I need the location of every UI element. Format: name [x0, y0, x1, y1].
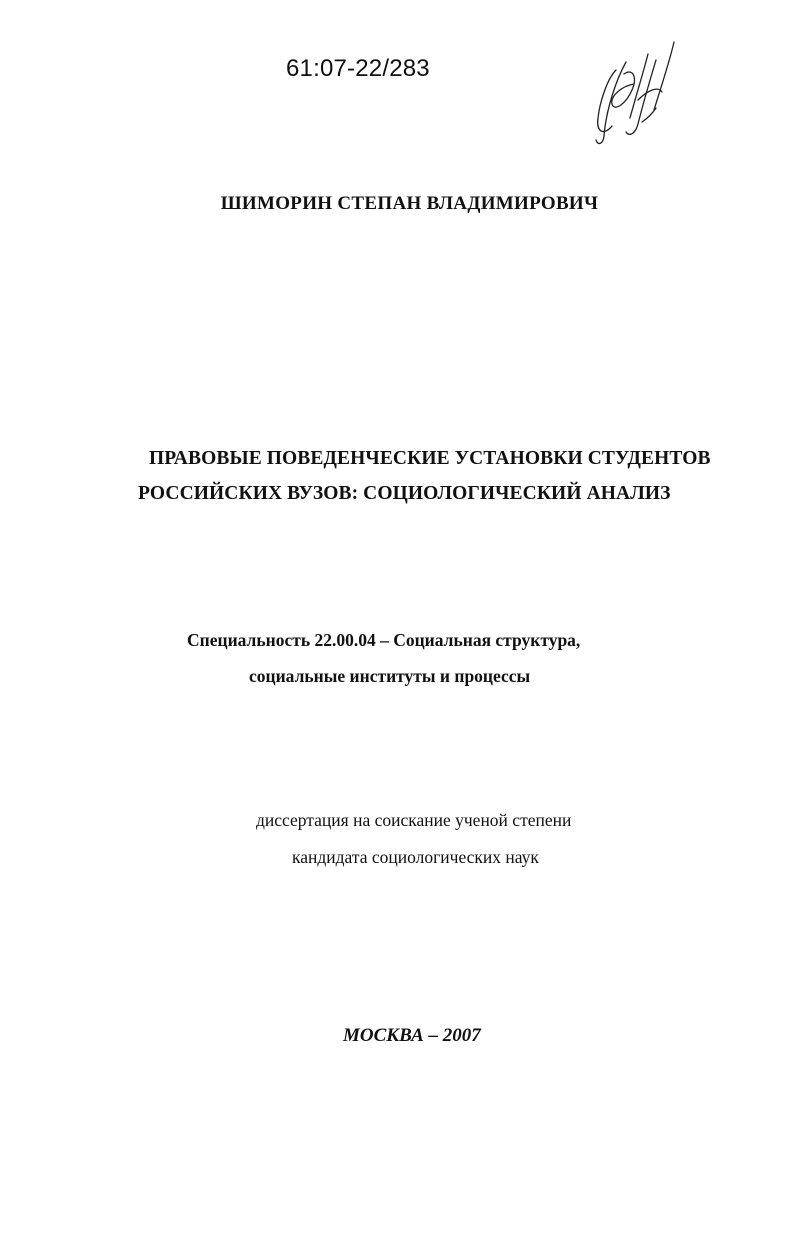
dissertation-title-line-1: ПРАВОВЫЕ ПОВЕДЕНЧЕСКИЕ УСТАНОВКИ СТУДЕНТОВ	[149, 448, 711, 469]
catalog-number: 61:07-22/283	[286, 55, 430, 82]
specialty-line-1: Специальность 22.00.04 – Социальная структура,	[187, 630, 581, 650]
degree-line-2: кандидата социологических наук	[292, 847, 539, 867]
degree-line-1: диссертация на соискание ученой степени	[256, 810, 572, 830]
author-name: ШИМОРИН СТЕПАН ВЛАДИМИРОВИЧ	[220, 193, 599, 214]
dissertation-title-line-2: РОССИЙСКИХ ВУЗОВ: СОЦИОЛОГИЧЕСКИЙ АНАЛИЗ	[138, 483, 671, 504]
signature-icon	[586, 40, 686, 150]
specialty-line-2: социальные институты и процессы	[249, 666, 531, 686]
city-year: МОСКВА – 2007	[343, 1025, 481, 1046]
